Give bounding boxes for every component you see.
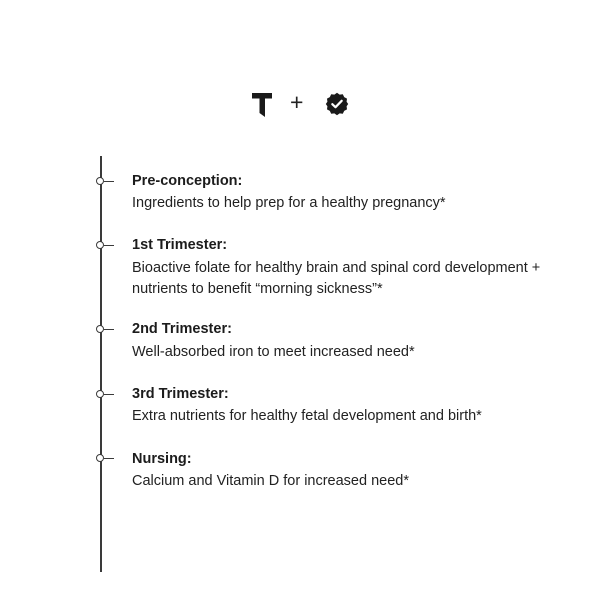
timeline-marker: [96, 454, 104, 462]
timeline-tick: [104, 394, 114, 395]
timeline-tick: [104, 245, 114, 246]
stage-description: Well-absorbed iron to meet increased need*: [132, 344, 415, 360]
logo-row: [0, 88, 600, 120]
timeline-marker: [96, 390, 104, 398]
stage-title: Pre-conception:: [132, 173, 243, 189]
stage-title: 2nd Trimester:: [132, 321, 232, 337]
stage-description: Calcium and Vitamin D for increased need*: [132, 473, 409, 489]
timeline-tick: [104, 181, 114, 182]
stage-title: Nursing:: [132, 451, 192, 467]
stage-description: Extra nutrients for healthy fetal development and birth*: [132, 408, 482, 424]
timeline-tick: [104, 458, 114, 459]
verified-badge-icon: [325, 92, 349, 121]
timeline-marker: [96, 325, 104, 333]
stage-title: 3rd Trimester:: [132, 386, 229, 402]
timeline-tick: [104, 329, 114, 330]
stage-description: Ingredients to help prep for a healthy pregnancy*: [132, 195, 446, 211]
stage-description: Bioactive folate for healthy brain and spinal cord development + nutrients to benefit “morning sickness”*: [132, 260, 541, 297]
stage-title: 1st Trimester:: [132, 237, 228, 253]
timeline-line: [100, 156, 102, 572]
timeline-marker: [96, 241, 104, 249]
plus-separator: +: [290, 89, 304, 115]
timeline-marker: [96, 177, 104, 185]
brand-t-icon: [251, 92, 273, 123]
